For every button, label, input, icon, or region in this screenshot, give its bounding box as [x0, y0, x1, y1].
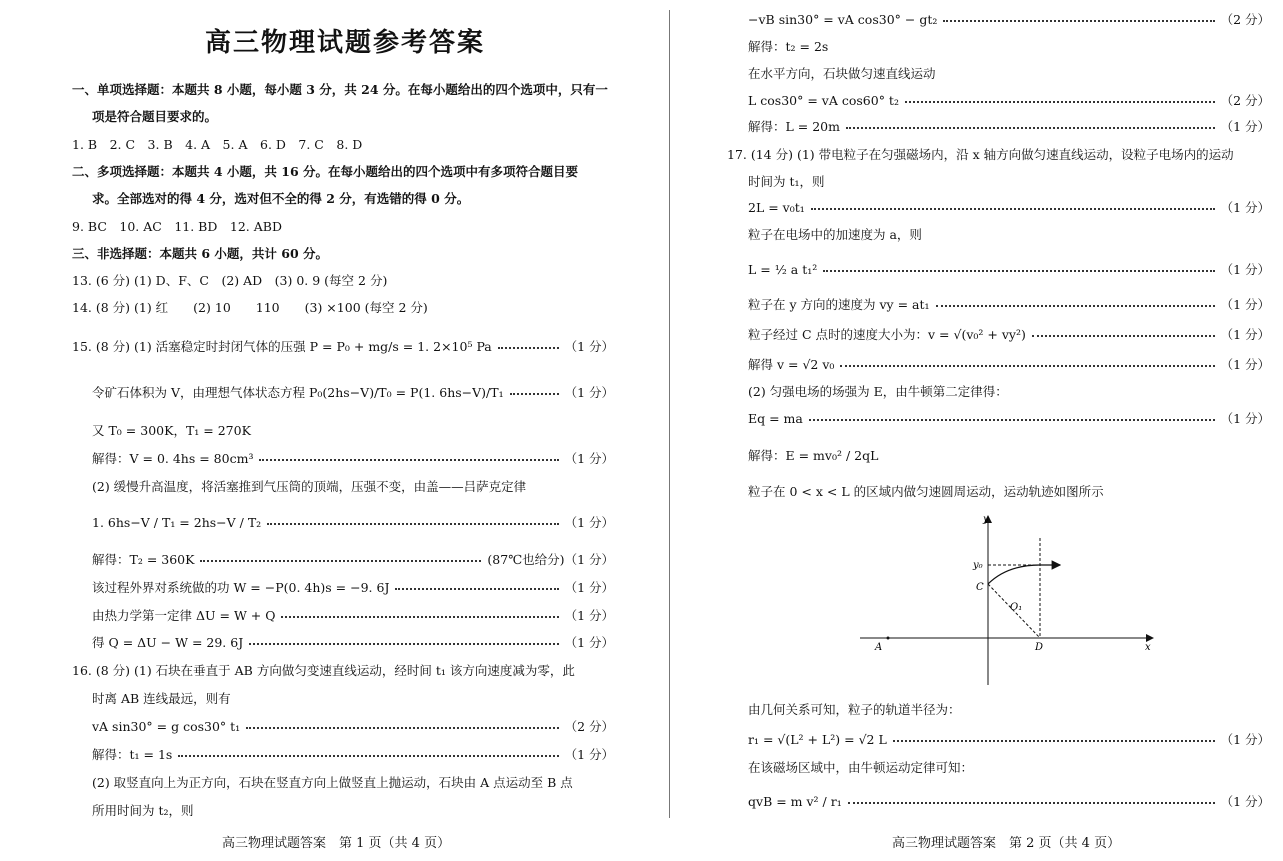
q17-text-16: qvB = m v² / r₁: [748, 794, 842, 809]
section-2-answers: 9. BC 10. AC 11. BD 12. ABD: [72, 219, 282, 234]
dot-leader: [1032, 335, 1215, 337]
q13-answer: 13. (6 分) (1) D、F、C (2) AD (3) 0. 9 (每空 2 分): [72, 273, 388, 288]
page-title: 高三物理试题参考答案: [204, 28, 485, 58]
score-label: （1 分）: [564, 451, 614, 466]
dot-leader: [905, 101, 1215, 103]
trajectory-diagram: [855, 510, 1155, 690]
q17-text-5: L = ½ a t₁²: [748, 262, 818, 277]
score-label: （1 分）: [1220, 200, 1270, 215]
dot-leader: [811, 208, 1215, 210]
q17-text-7: 粒子经过 C 点时的速度大小为：v = √(v₀² + vy²): [748, 327, 1026, 342]
dot-leader: [510, 393, 559, 395]
q17-line-4: 粒子在电场中的加速度为 a，则: [748, 227, 922, 242]
score-label: （1 分）: [564, 552, 614, 567]
q17-text-6: 粒子在 y 方向的速度为 vy = at₁: [748, 297, 930, 312]
dot-leader: [809, 419, 1215, 421]
q17-line-11: 解得：E = mv₀² / 2qL: [748, 448, 879, 463]
score-label: （1 分）: [564, 515, 614, 530]
dot-leader: [893, 740, 1215, 742]
q15-text-6: 1. 6hs−V / T₁ = 2hs−V / T₂: [92, 515, 262, 530]
q16-line-6: 所用时间为 t₂，则: [92, 803, 194, 818]
score-label: （1 分）: [564, 339, 614, 354]
q16-line-1: 16. (8 分) (1) 石块在垂直于 AB 方向做匀变速直线运动，经时间 t₁ 该方向速度减为零，此: [72, 663, 575, 678]
p2-line-2: 解得：t₂ = 2s: [748, 39, 829, 54]
score-label: （1 分）: [1220, 119, 1270, 134]
point-d-label: D: [1035, 642, 1044, 653]
q17-line-3: [748, 199, 1270, 217]
p2-line-3: 在水平方向，石块做匀速直线运动: [748, 66, 936, 81]
q17-line-14: [748, 731, 1270, 749]
p2-line-1: [748, 11, 1270, 29]
q15-text-8: 该过程外界对系统做的功 W = −P(0. 4h)s = −9. 6J: [92, 580, 390, 595]
q15-line-7: [92, 551, 614, 569]
q17-text-3: 2L = v₀t₁: [748, 200, 805, 215]
q15-line-8: [92, 579, 614, 597]
q15-line-9: [92, 607, 614, 625]
q15-line-5: (2) 缓慢升高温度，将活塞推到气压筒的顶端，压强不变，由盖——吕萨克定律: [92, 479, 527, 494]
q17-text-14: r₁ = √(L² + L²) = √2 L: [748, 732, 887, 747]
q17-line-1: 17. (14 分) (1) 带电粒子在匀强磁场内，沿 x 轴方向做匀速直线运动，设粒子电场内的运动: [727, 147, 1234, 162]
point-c-label: C: [976, 582, 984, 593]
q17-line-2: 时间为 t₁，则: [748, 174, 825, 189]
q15-line-6: [92, 514, 614, 532]
score-label: （1 分）: [564, 635, 614, 650]
q16-line-3: [92, 718, 614, 736]
dot-leader: [936, 305, 1215, 307]
page-footer: 高三物理试题答案 第 2 页（共 4 页）: [892, 836, 1121, 851]
q15-line-2: [92, 384, 614, 402]
dot-leader: [848, 802, 1215, 804]
q17-line-16: [748, 793, 1270, 811]
q16-text-4: 解得：t₁ = 1s: [92, 747, 173, 762]
dot-leader: [267, 523, 558, 525]
score-label: （1 分）: [1220, 732, 1270, 747]
point-a-label: A: [875, 642, 883, 653]
score-label: （1 分）: [564, 580, 614, 595]
q17-line-15: 在该磁场区域中，由牛顿运动定律可知：: [748, 760, 974, 775]
q17-text-10: Eq = ma: [748, 411, 803, 426]
particle-trajectory: [988, 565, 1060, 584]
q16-line-4: [92, 746, 614, 764]
q16-line-5: (2) 取竖直向上为正方向，石块在竖直方向上做竖直上抛运动，石块由 A 点运动至 B 点: [92, 775, 573, 790]
x-axis-label: x: [1145, 642, 1151, 653]
score-label: （2 分）: [1220, 12, 1270, 27]
q17-line-10: [748, 410, 1270, 428]
q17-line-9: (2) 匀强电场的场强为 E，由牛顿第二定律得：: [748, 384, 1008, 399]
center-o1-label: O₁: [1010, 602, 1023, 613]
p2-line-4: [748, 92, 1270, 110]
q15-text-7: 解得：T₂ = 360K: [92, 552, 195, 567]
q15-text-4: 解得：V = 0. 4hs = 80cm³: [92, 451, 254, 466]
dot-leader: [823, 270, 1214, 272]
section-2-heading: 二、多项选择题：本题共 4 小题，共 16 分。在每小题给出的四个选项中有多项符合题目要: [72, 164, 579, 179]
dot-leader: [498, 347, 559, 349]
q17-line-13: 由几何关系可知，粒子的轨道半径为：: [748, 702, 961, 717]
q15-text-1: 15. (8 分) (1) 活塞稳定时封闭气体的压强 P = P₀ + mg/s = 1. 2×10⁵ Pa: [72, 339, 492, 354]
p2-line-5: [748, 118, 1270, 136]
q16-text-3: vA sin30° = g cos30° t₁: [92, 719, 241, 734]
score-label: （2 分）: [564, 719, 614, 734]
dot-leader: [249, 643, 558, 645]
dot-leader: [178, 755, 558, 757]
q15-text-10: 得 Q = ΔU − W = 29. 6J: [92, 635, 244, 650]
dot-leader: [259, 459, 558, 461]
q17-line-5: [748, 261, 1270, 279]
p2-text-4: L cos30° = vA cos60° t₂: [748, 93, 899, 108]
q15-line-4: [92, 450, 614, 468]
section-2-heading-cont: 求。全部选对的得 4 分，选对但不全的得 2 分，有选错的得 0 分。: [92, 191, 470, 206]
section-1-heading-cont: 项是符合题目要求的。: [92, 109, 218, 124]
dot-leader: [200, 560, 481, 562]
q15-line-3: 又 T₀ = 300K，T₁ = 270K: [92, 423, 251, 438]
q15-alt-note: (87℃也给分): [487, 552, 565, 567]
q15-text-2: 令矿石体积为 V，由理想气体状态方程 P₀(2hs−V)/T₀ = P(1. 6hs−V)/T₁: [92, 385, 504, 400]
section-1-heading: 一、单项选择题：本题共 8 小题，每小题 3 分，共 24 分。在每小题给出的四个选项中，只有一: [72, 82, 608, 97]
score-label: （1 分）: [1220, 357, 1270, 372]
q17-text-8: 解得 v = √2 v₀: [748, 357, 835, 372]
score-label: （1 分）: [1220, 262, 1270, 277]
answer-page-1: [0, 0, 641, 861]
score-label: （1 分）: [1220, 411, 1270, 426]
q14-answer: 14. (8 分) (1) 红 (2) 10 110 (3) ×100 (每空 2 分): [72, 300, 428, 315]
score-label: （1 分）: [1220, 327, 1270, 342]
q15-text-9: 由热力学第一定律 ΔU = W + Q: [92, 608, 276, 623]
q17-line-8: [748, 356, 1270, 374]
score-label: （2 分）: [1220, 93, 1270, 108]
score-label: （1 分）: [564, 608, 614, 623]
dot-leader: [281, 616, 558, 618]
q16-line-2: 时离 AB 连线最远，则有: [92, 691, 231, 706]
q17-line-12: 粒子在 0 < x < L 的区域内做匀速圆周运动，运动轨迹如图所示: [748, 484, 1104, 499]
dot-leader: [943, 20, 1214, 22]
section-1-answers: 1. B 2. C 3. B 4. A 5. A 6. D 7. C 8. D: [72, 137, 363, 152]
p2-text-5: 解得：L = 20m: [748, 119, 840, 134]
answer-page-2: [641, 0, 1283, 861]
q17-line-7: [748, 326, 1270, 344]
score-label: （1 分）: [1220, 794, 1270, 809]
q17-line-6: [748, 296, 1270, 314]
page-footer: 高三物理试题答案 第 1 页（共 4 页）: [222, 836, 451, 851]
dot-leader: [246, 727, 558, 729]
dot-leader: [395, 588, 558, 590]
section-3-heading: 三、非选择题：本题共 6 小题，共计 60 分。: [72, 246, 329, 261]
dot-leader: [846, 127, 1215, 129]
score-label: （1 分）: [564, 385, 614, 400]
y0-label: y₀: [973, 560, 983, 571]
point-a-dot: [887, 637, 890, 640]
score-label: （1 分）: [1220, 297, 1270, 312]
y-axis-label: y: [983, 514, 989, 525]
dot-leader: [840, 365, 1214, 367]
score-label: （1 分）: [564, 747, 614, 762]
q15-line-10: [92, 634, 614, 652]
p2-text-1: −vB sin30° = vA cos30° − gt₂: [748, 12, 938, 27]
q15-line-1: [72, 338, 614, 356]
